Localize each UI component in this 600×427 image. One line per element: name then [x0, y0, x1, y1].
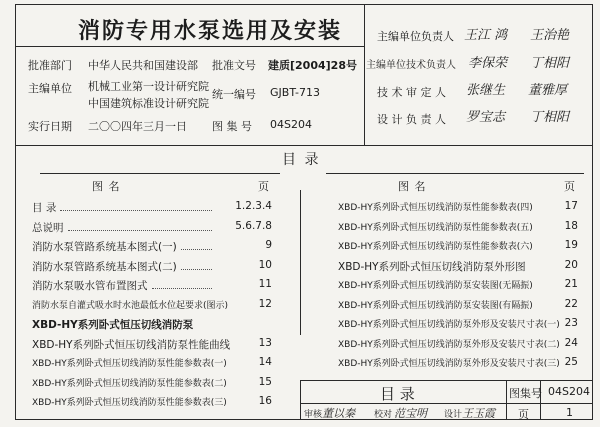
divider	[300, 380, 593, 381]
toc-row	[338, 278, 578, 292]
signature: 张继生	[466, 83, 506, 98]
toc-row	[32, 395, 272, 409]
toc-entry-page: 20	[564, 258, 578, 271]
toc-col-header-name: 图 名	[398, 180, 427, 193]
toc-row	[338, 298, 578, 312]
toc-entry-page: 16	[258, 395, 272, 407]
editor-unit-value-2: 中国建筑标准设计研究院	[88, 97, 209, 110]
approval-doc-value: 建质[2004]28号	[268, 59, 357, 72]
toc-entry-page: 21	[564, 278, 578, 290]
toc-row	[32, 220, 272, 234]
divider	[364, 4, 365, 145]
toc-entry-name: XBD-HY系列卧式恒压切线消防泵性能参数表(六)	[338, 242, 533, 252]
toc-entry-name: XBD-HY系列卧式恒压切线消防泵性能参数表(四)	[338, 203, 533, 213]
toc-entry-page: 1.2.3.4	[235, 200, 272, 212]
toc-row	[32, 298, 272, 312]
toc-entry-name: 消防水泵管路系统基本图式(二)	[32, 260, 177, 273]
toc-entry-name: 目 录	[32, 202, 57, 214]
toc-leader	[152, 288, 212, 289]
toc-leader	[60, 210, 212, 211]
toc-row	[338, 337, 578, 351]
responsible-label: 主编单位技术负责人	[366, 60, 456, 71]
title-block-atlas-label: 图集号	[509, 387, 542, 400]
toc-leader	[68, 230, 212, 231]
divider	[300, 190, 301, 335]
divider	[506, 380, 507, 420]
toc-row	[338, 200, 578, 214]
title-block-name: 目 录	[380, 385, 415, 403]
toc-entry-name: XBD-HY系列卧式恒压切线消防泵性能参数表(三)	[32, 398, 227, 408]
toc-entry-page: 17	[564, 200, 578, 212]
toc-leader	[181, 249, 212, 250]
toc-row	[32, 376, 272, 390]
review-label: 审核	[304, 410, 323, 420]
toc-row	[32, 356, 272, 370]
toc-entry-name: XBD-HY系列卧式恒压切线消防泵外形及安装尺寸表(三)	[338, 359, 560, 369]
unified-no-label: 统一编号	[212, 88, 256, 101]
responsible-label: 主编单位负责人	[377, 30, 454, 43]
title-block-page-label: 页	[518, 408, 529, 421]
toc-row	[32, 317, 272, 331]
toc-entry-page: 19	[564, 239, 578, 251]
signature: 王江 鸿	[464, 28, 508, 43]
toc-col-header-page: 页	[258, 180, 270, 193]
toc-entry-page: 11	[258, 278, 272, 290]
toc-entry-name: 消防水泵自灌式吸水时水池最低水位起要求(图示)	[32, 300, 229, 311]
divider	[326, 173, 584, 174]
toc-entry-name: XBD-HY系列卧式恒压切线消防泵安装图(无隔振)	[338, 281, 533, 291]
toc-entry-page: 24	[564, 336, 578, 349]
toc-row	[338, 239, 578, 253]
toc-entry-name: XBD-HY系列卧式恒压切线消防泵外形图	[338, 260, 526, 273]
responsible-label: 技 术 审 定 人	[377, 86, 446, 99]
toc-entry-name: XBD-HY系列卧式恒压切线消防泵安装图(有隔振)	[338, 300, 533, 311]
toc-row	[338, 356, 578, 370]
effective-date-value: 二〇〇四年三月一日	[88, 120, 187, 133]
toc-entry-page: 9	[265, 239, 272, 251]
toc-entry-page: 22	[564, 297, 578, 310]
signature: 王玉霞	[462, 407, 495, 420]
toc-entry-name: 消防水泵吸水管布置图式	[32, 280, 148, 292]
signature: 董雅厚	[528, 83, 568, 98]
toc-entry-page: 23	[564, 317, 578, 329]
toc-entry-name: XBD-HY系列卧式恒压切线消防泵性能曲线	[32, 338, 231, 351]
design-label: 设计	[444, 410, 463, 420]
signature: 李保荣	[468, 56, 508, 71]
signature: 罗宝志	[466, 110, 506, 125]
toc-entry-page: 18	[564, 219, 578, 232]
title-block-page-value: 1	[566, 406, 573, 419]
toc-entry-name: XBD-HY系列卧式恒压切线消防泵性能参数表(五)	[338, 222, 533, 233]
approval-dept-value: 中华人民共和国建设部	[88, 59, 198, 72]
toc-entry-name: 消防水泵管路系统基本图式(一)	[32, 241, 177, 253]
toc-entry-name: XBD-HY系列卧式恒压切线消防泵性能参数表(二)	[32, 378, 227, 389]
toc-row	[338, 259, 578, 273]
divider	[15, 145, 593, 146]
responsible-label: 设 计 负 责 人	[377, 113, 446, 126]
toc-entry-page: 25	[564, 356, 578, 368]
atlas-no-value: 04S204	[270, 118, 312, 131]
title-block-atlas-value: 04S204	[548, 385, 590, 398]
atlas-no-label: 图 集 号	[212, 120, 252, 133]
toc-entry-page: 10	[258, 258, 272, 271]
toc-entry-page: 13	[258, 336, 272, 349]
editor-unit-label: 主编单位	[28, 82, 72, 95]
divider	[300, 380, 301, 420]
approval-doc-label: 批准文号	[212, 59, 256, 72]
document-title: 消防专用水泵选用及安装	[78, 18, 343, 44]
signature: 董以秦	[322, 407, 355, 420]
toc-entry-page: 12	[258, 297, 272, 310]
toc-entry-page: 14	[258, 356, 272, 368]
toc-leader	[181, 269, 212, 270]
toc-col-header-page: 页	[564, 180, 576, 193]
editor-unit-value-1: 机械工业第一设计研究院	[88, 80, 209, 93]
toc-row	[32, 239, 272, 253]
signature: 丁相阳	[530, 110, 570, 125]
toc-row	[32, 337, 272, 351]
toc-entry-page: 15	[258, 375, 272, 388]
divider	[15, 46, 364, 47]
approval-dept-label: 批准部门	[28, 59, 72, 72]
toc-entry-name: XBD-HY系列卧式恒压切线消防泵	[32, 319, 194, 331]
toc-entry-name: XBD-HY系列卧式恒压切线消防泵性能参数表(一)	[32, 359, 227, 369]
toc-row	[338, 220, 578, 234]
signature: 丁相阳	[530, 56, 570, 71]
divider	[40, 173, 280, 174]
toc-row	[338, 317, 578, 331]
unified-no-value: GJBT-713	[270, 86, 320, 99]
toc-row	[32, 259, 272, 273]
toc-entry-page: 5.6.7.8	[235, 219, 272, 232]
toc-row	[32, 200, 272, 214]
signature: 王治艳	[530, 28, 570, 43]
toc-entry-name: XBD-HY系列卧式恒压切线消防泵外形及安装尺寸表(一)	[338, 320, 560, 330]
check-label: 校对	[374, 410, 393, 420]
toc-title: 目 录	[282, 152, 321, 168]
divider	[300, 403, 593, 404]
signature: 范宝明	[394, 407, 427, 420]
toc-entry-name: XBD-HY系列卧式恒压切线消防泵外形及安装尺寸表(二)	[338, 339, 560, 350]
effective-date-label: 实行日期	[28, 120, 72, 133]
toc-row	[32, 278, 272, 292]
toc-col-header-name: 图 名	[92, 180, 121, 193]
toc-entry-name: 总说明	[32, 221, 64, 234]
